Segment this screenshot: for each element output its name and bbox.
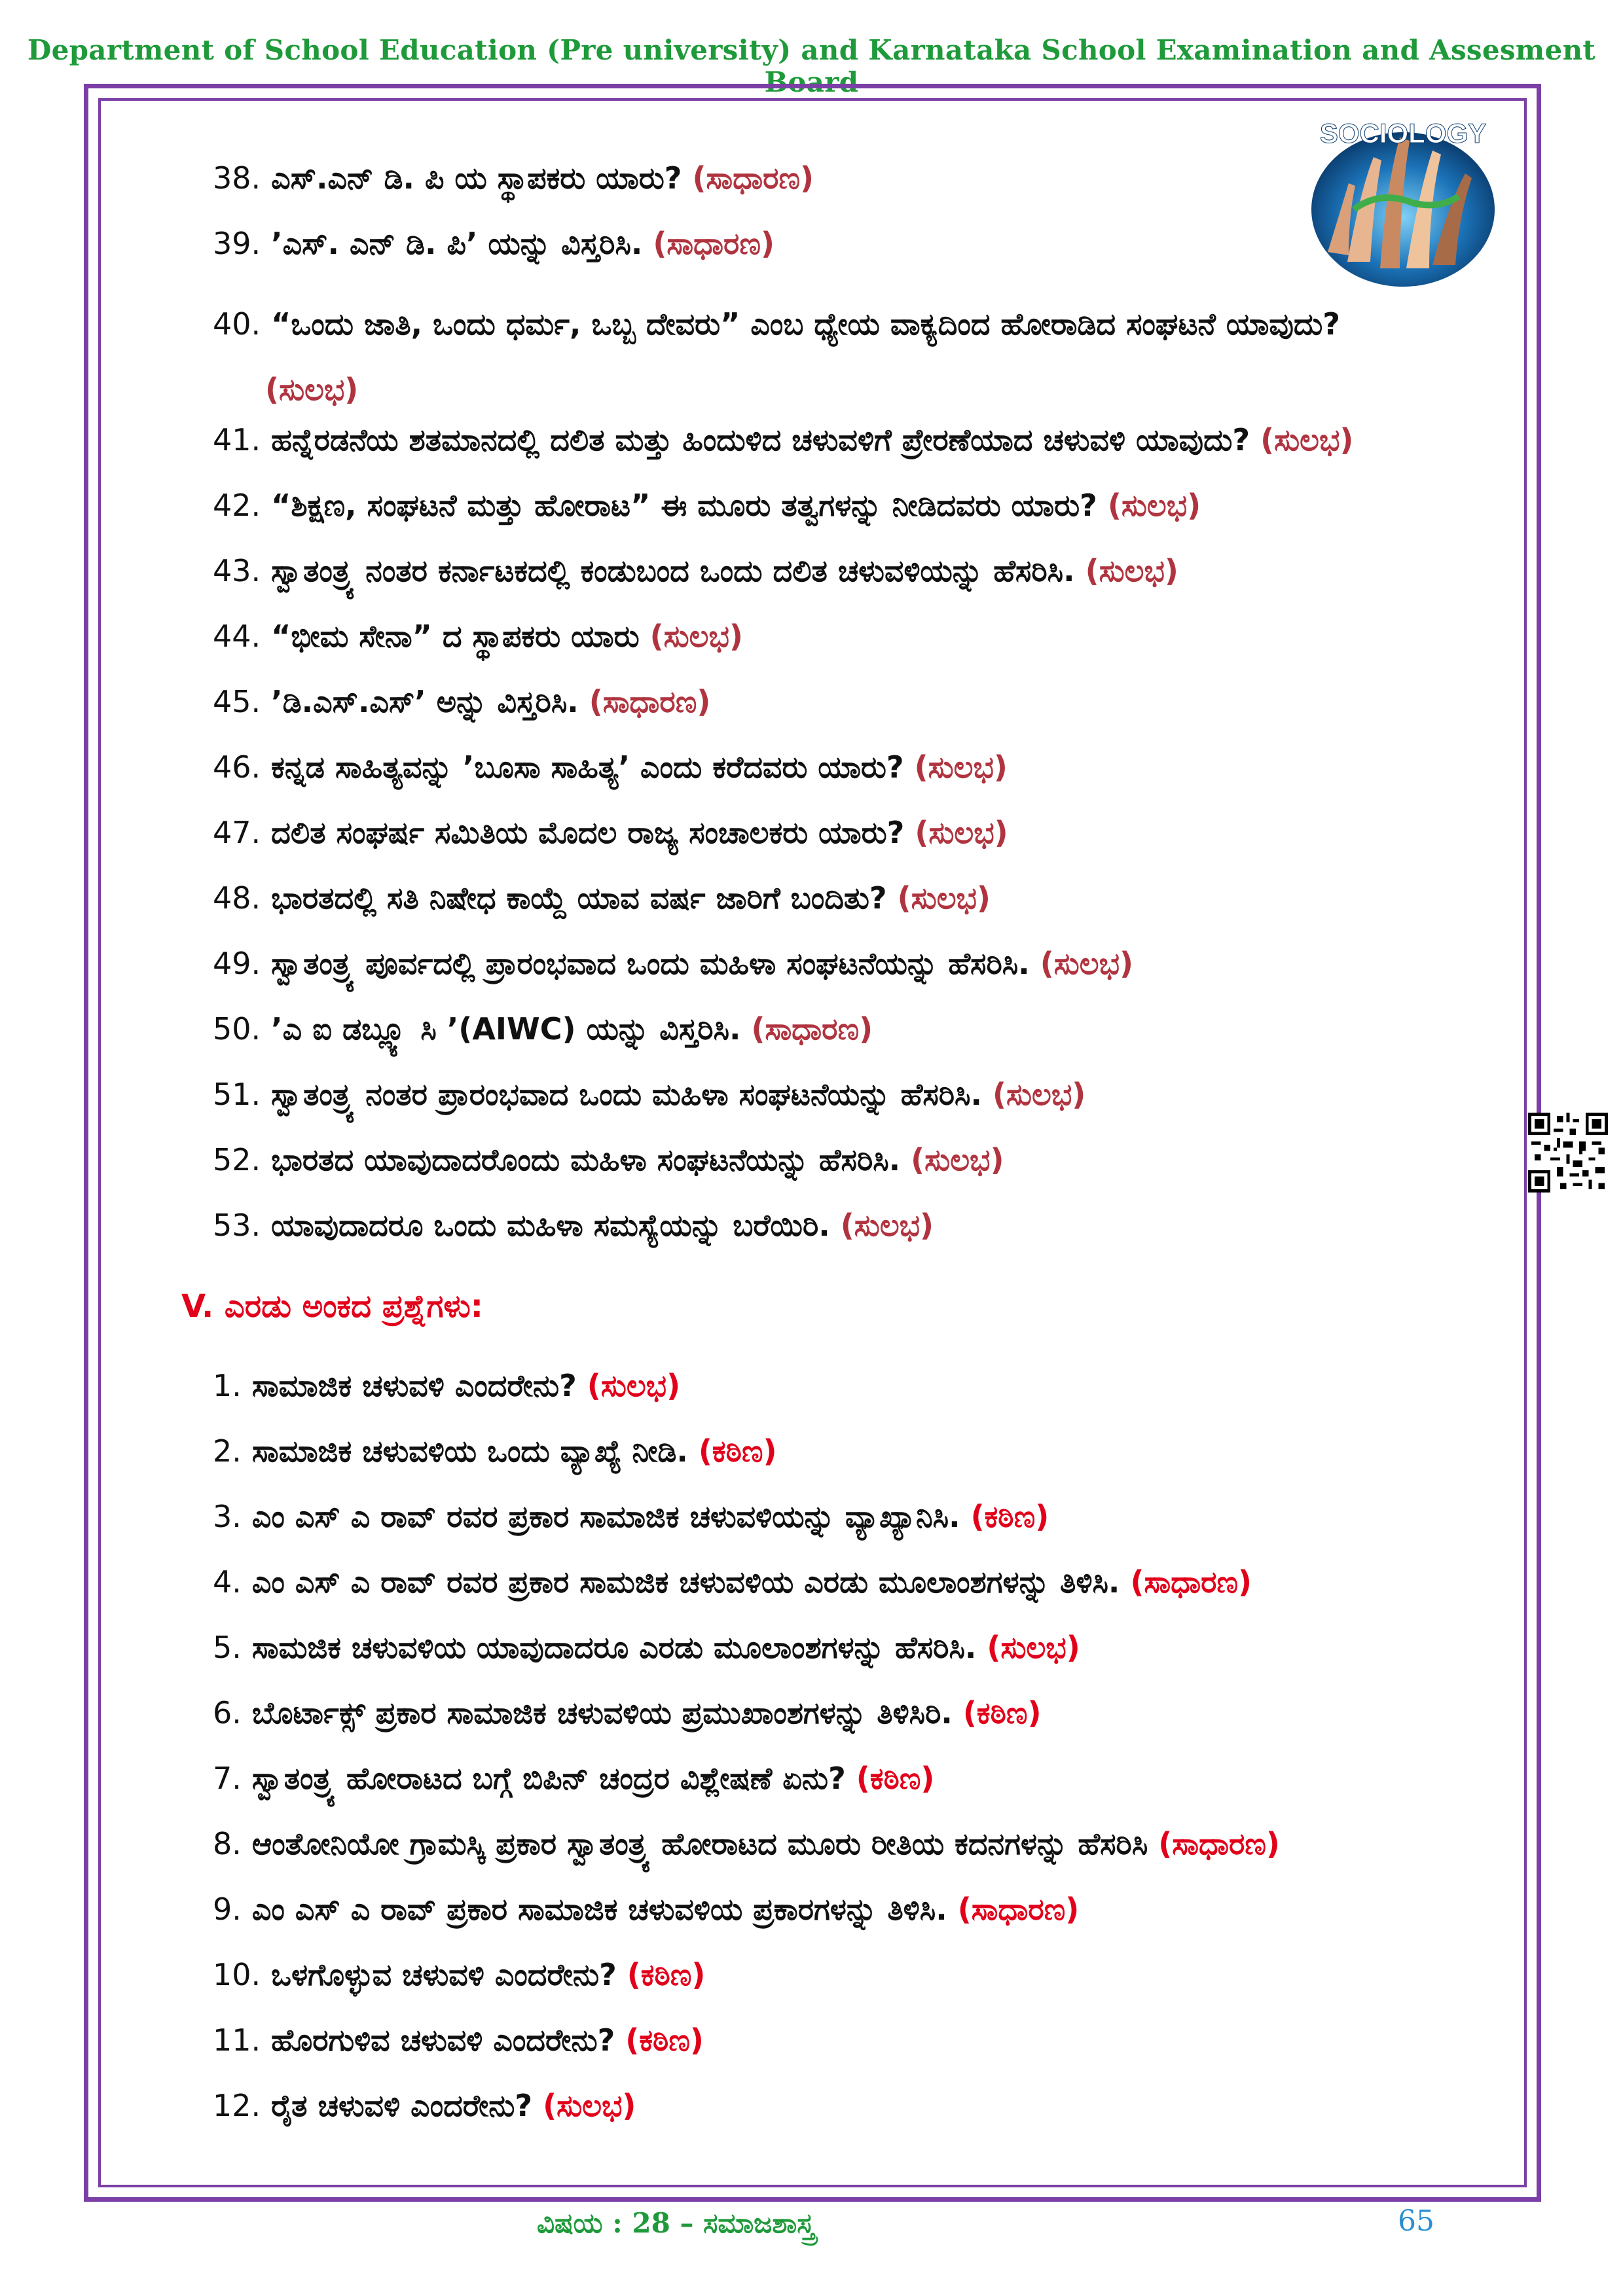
difficulty-tag: (ಸುಲಭ): [992, 1077, 1086, 1112]
question-text: ಒಳಗೊಳ್ಳುವ ಚಳುವಳಿ ಎಂದರೇನು?: [271, 1957, 617, 1992]
difficulty-tag: (ಸುಲಭ): [1107, 488, 1201, 523]
question-number: 53.: [213, 1208, 261, 1243]
question-number: 3.: [213, 1499, 242, 1534]
difficulty-tag: (ಸುಲಭ): [649, 619, 743, 654]
difficulty-tag: (ಕಠಿಣ): [698, 1433, 777, 1469]
question-text: ’ಡಿ.ಎಸ್.ಎಸ್’ ಅನ್ನು ವಿಸ್ತರಿಸಿ.: [271, 684, 579, 719]
question-item: [213, 1208, 1623, 1244]
difficulty-tag: (ಸುಲಭ): [915, 815, 1008, 850]
question-number: 10.: [213, 1957, 261, 1992]
difficulty-tag: (ಸುಲಭ): [1085, 553, 1178, 588]
question-text: ಎಂ ಎಸ್ ಎ ರಾವ್ ರವರ ಪ್ರಕಾರ ಸಾಮಜಿಕ ಚಳುವಳಿಯ ಎರಡು ಮೂಲಾಂಶಗಳನ್ನು ತಿಳಿಸಿ.: [251, 1564, 1120, 1600]
difficulty-tag: (ಸುಲಭ): [914, 749, 1008, 785]
question-item: [213, 1368, 1623, 1405]
difficulty-tag: (ಸುಲಭ): [987, 1630, 1080, 1665]
question-number: 5.: [213, 1630, 242, 1665]
question-text: ಸ್ವಾತಂತ್ರ್ಯ ನಂತರ ಕರ್ನಾಟಕದಲ್ಲಿ ಕಂಡುಬಂದ ಒಂದು ದಲಿತ ಚಳುವಳಿಯನ್ನು ಹೆಸರಿಸಿ.: [271, 553, 1075, 588]
question-text: ’ಎಸ್. ಎನ್ ಡಿ. ಪಿ’ ಯನ್ನು ವಿಸ್ತರಿಸಿ.: [271, 226, 643, 261]
question-text: ಭಾರತದಲ್ಲಿ ಸತಿ ನಿಷೇಧ ಕಾಯ್ದೆ ಯಾವ ವರ್ಷ ಜಾರಿಗೆ ಬಂದಿತು?: [271, 880, 887, 916]
difficulty-tag: (ಸಾಧಾರಣ): [1130, 1564, 1252, 1600]
question-number: 51.: [213, 1077, 261, 1112]
question-item: [213, 1892, 1623, 1928]
question-item: [213, 1957, 1623, 1994]
footer-subject: ವಿಷಯ : 28 – ಸಮಾಜಶಾಸ್ತ್ರ: [537, 2207, 815, 2239]
question-text: ಕನ್ನಡ ಸಾಹಿತ್ಯವನ್ನು ’ಬೂಸಾ ಸಾಹಿತ್ಯ’ ಎಂದು ಕರೆದವರು ಯಾರು?: [271, 749, 904, 785]
question-text: ಯಾವುದಾದರೂ ಒಂದು ಮಹಿಳಾ ಸಮಸ್ಯೆಯನ್ನು ಬರೆಯಿರಿ.: [271, 1208, 830, 1243]
question-number: 40.: [213, 306, 261, 342]
question-text: ಸಾಮಾಜಿಕ ಚಳುವಳಿ ಎಂದರೇನು?: [251, 1368, 577, 1403]
question-text: ಹನ್ನೆರಡನೆಯ ಶತಮಾನದಲ್ಲಿ ದಲಿತ ಮತ್ತು ಹಿಂದುಳಿದ ಚಳುವಳಿಗೆ ಪ್ರೇರಣೆಯಾದ ಚಳುವಳಿ ಯಾವುದು?: [271, 422, 1250, 457]
difficulty-tag: (ಸುಲಭ): [911, 1142, 1004, 1177]
question-item: [213, 1142, 1623, 1179]
question-number: 47.: [213, 815, 261, 850]
question-text: “ಭೀಮ ಸೇನಾ” ದ ಸ್ಥಾಪಕರು ಯಾರು: [271, 619, 640, 654]
question-item: [213, 1499, 1623, 1535]
question-number: 1.: [213, 1368, 242, 1403]
question-text: ಆಂತೋನಿಯೋ ಗ್ರಾಮಸ್ಕಿ ಪ್ರಕಾರ ಸ್ವಾತಂತ್ರ್ಯ ಹೋರಾಟದ ಮೂರು ರೀತಿಯ ಕದನಗಳನ್ನು ಹೆಸರಿಸಿ: [251, 1826, 1148, 1861]
question-item: [213, 1695, 1623, 1732]
question-item: [213, 226, 1623, 262]
question-number: 43.: [213, 553, 261, 588]
question-item: [213, 1564, 1623, 1601]
question-number: 49.: [213, 946, 261, 981]
question-number: 50.: [213, 1011, 261, 1047]
question-item: [213, 553, 1623, 590]
question-text: ಸ್ವಾತಂತ್ರ್ಯ ಪೂರ್ವದಲ್ಲಿ ಪ್ರಾರಂಭವಾದ ಒಂದು ಮಹಿಳಾ ಸಂಘಟನೆಯನ್ನು ಹೆಸರಿಸಿ.: [271, 946, 1030, 981]
question-item: [213, 815, 1623, 852]
question-number: 38.: [213, 160, 261, 196]
difficulty-tag: (ಸಾಧಾರಣ): [589, 684, 711, 719]
question-text: ಸ್ವಾತಂತ್ರ್ಯ ನಂತರ ಪ್ರಾರಂಭವಾದ ಒಂದು ಮಹಿಳಾ ಸಂಘಟನೆಯನ್ನು ಹೆಸರಿಸಿ.: [271, 1077, 982, 1112]
question-number: 46.: [213, 749, 261, 785]
question-text: “ಒಂದು ಜಾತಿ, ಒಂದು ಧರ್ಮ, ಒಬ್ಬ ದೇವರು” ಎಂಬ ಧ್ಯೇಯ ವಾಕ್ಯದಿಂದ ಹೋರಾಡಿದ ಸಂಘಟನೆ ಯಾವುದು?: [271, 306, 1340, 342]
question-text: ’ಎ ಐ ಡಬ್ಲ್ಯೂ ಸಿ ’(AIWC) ಯನ್ನು ವಿಸ್ತರಿಸಿ.: [271, 1011, 741, 1047]
difficulty-tag: (ಸಾಧಾರಣ): [1158, 1826, 1280, 1861]
question-item: [213, 684, 1623, 721]
question-item: [213, 488, 1623, 524]
question-number: 2.: [213, 1433, 242, 1469]
difficulty-tag: (ಸುಲಭ): [840, 1208, 934, 1243]
question-text: ಸಾಮಾಜಿಕ ಚಳುವಳಿಯ ಒಂದು ವ್ಯಾಖ್ಯೆ ನೀಡಿ.: [251, 1433, 688, 1469]
difficulty-tag: (ಸುಲಭ): [1040, 946, 1134, 981]
question-number: 42.: [213, 488, 261, 523]
page-number: 65: [1398, 2204, 1434, 2238]
question-text: ಎಂ ಎಸ್ ಎ ರಾವ್ ರವರ ಪ್ರಕಾರ ಸಾಮಾಜಿಕ ಚಳುವಳಿಯನ್ನು ವ್ಯಾಖ್ಯಾನಿಸಿ.: [251, 1499, 960, 1534]
question-number: 9.: [213, 1892, 242, 1927]
question-item: [213, 1011, 1623, 1048]
question-text: ಸಾಮಜಿಕ ಚಳುವಳಿಯ ಯಾವುದಾದರೂ ಎರಡು ಮೂಲಾಂಶಗಳನ್ನು ಹೆಸರಿಸಿ.: [251, 1630, 977, 1665]
question-item: [213, 946, 1623, 982]
question-text: ಭಾರತದ ಯಾವುದಾದರೊಂದು ಮಹಿಳಾ ಸಂಘಟನೆಯನ್ನು ಹೆಸರಿಸಿ.: [271, 1142, 901, 1177]
difficulty-tag: (ಸಾಧಾರಣ): [751, 1011, 873, 1047]
question-number: 45.: [213, 684, 261, 719]
question-number: 4.: [213, 1564, 242, 1600]
difficulty-tag: (ಕಠಿಣ): [970, 1499, 1049, 1534]
question-item: [213, 1761, 1623, 1797]
question-text: ರೈತ ಚಳುವಳಿ ಎಂದರೇನು?: [271, 2088, 533, 2123]
question-item: [213, 880, 1623, 917]
question-item: [213, 1433, 1623, 1470]
difficulty-tag: (ಕಠಿಣ): [627, 1957, 706, 1992]
question-text: ಎಸ್.ಎನ್ ಡಿ. ಪಿ ಯ ಸ್ಥಾಪಕರು ಯಾರು?: [271, 160, 682, 196]
question-number: 44.: [213, 619, 261, 654]
question-item: [213, 160, 1623, 197]
difficulty-tag: (ಕಠಿಣ): [856, 1761, 935, 1796]
question-number: 41.: [213, 422, 261, 457]
question-text: ದಲಿತ ಸಂಘರ್ಷ ಸಮಿತಿಯ ಮೊದಲ ರಾಜ್ಯ ಸಂಚಾಲಕರು ಯಾರು?: [271, 815, 905, 850]
question-item: [213, 1630, 1623, 1666]
difficulty-tag: (ಸುಲಭ): [587, 1368, 681, 1403]
difficulty-tag: (ಕಠಿಣ): [962, 1695, 1042, 1731]
difficulty-tag: (ಸುಲಭ): [897, 880, 991, 916]
question-number: 11.: [213, 2022, 261, 2058]
question-item: [213, 749, 1623, 786]
page-header: Department of School Education (Pre university) and Karnataka School Examination and Assesment Board: [27, 34, 1596, 98]
difficulty-tag: (ಸಾಧಾರಣ): [957, 1892, 1080, 1927]
difficulty-tag: (ಸುಲಭ): [543, 2088, 636, 2123]
question-number: 52.: [213, 1142, 261, 1177]
question-text: ಹೊರಗುಳಿವ ಚಳುವಳಿ ಎಂದರೇನು?: [271, 2022, 615, 2058]
question-number: 39.: [213, 226, 261, 261]
question-item: [213, 619, 1623, 655]
question-text: ಸ್ವಾತಂತ್ರ್ಯ ಹೋರಾಟದ ಬಗ್ಗೆ ಬಿಪಿನ್ ಚಂದ್ರರ ವಿಶ್ಲೇಷಣೆ ಏನು?: [251, 1761, 846, 1796]
difficulty-tag: (ಸಾಧಾರಣ): [692, 160, 814, 196]
question-item: [213, 291, 1623, 422]
question-number: 8.: [213, 1826, 242, 1861]
question-text: ಎಂ ಎಸ್ ಎ ರಾವ್ ಪ್ರಕಾರ ಸಾಮಾಜಿಕ ಚಳುವಳಿಯ ಪ್ರಕಾರಗಳನ್ನು ತಿಳಿಸಿ.: [251, 1892, 947, 1927]
question-item: [213, 2022, 1623, 2059]
question-item: [213, 422, 1623, 459]
question-text: ಬೊರ್ಟಾಕ್ಸ್ ಪ್ರಕಾರ ಸಾಮಾಜಿಕ ಚಳುವಳಿಯ ಪ್ರಮುಖಾಂಶಗಳನ್ನು ತಿಳಿಸಿರಿ.: [251, 1695, 953, 1731]
question-item: [213, 2088, 1623, 2125]
logo-text: SOCIOLOGY: [1319, 118, 1487, 149]
question-number: 7.: [213, 1761, 242, 1796]
question-number: 48.: [213, 880, 261, 916]
question-item: [213, 1826, 1623, 1863]
question-number: 6.: [213, 1695, 242, 1731]
question-text: “ಶಿಕ್ಷಣ, ಸಂಘಟನೆ ಮತ್ತು ಹೋರಾಟ” ಈ ಮೂರು ತತ್ವಗಳನ್ನು ನೀಡಿದವರು ಯಾರು?: [271, 488, 1097, 523]
difficulty-tag: (ಸುಲಭ): [265, 372, 359, 407]
difficulty-tag: (ಸುಲಭ): [1260, 422, 1354, 457]
section-title: V. ಎರಡು ಅಂಕದ ಪ್ರಶ್ನೆಗಳು:: [181, 1288, 483, 1325]
question-number: 12.: [213, 2088, 261, 2123]
difficulty-tag: (ಕಠಿಣ): [625, 2022, 704, 2058]
question-item: [213, 1077, 1623, 1113]
difficulty-tag: (ಸಾಧಾರಣ): [653, 226, 775, 261]
